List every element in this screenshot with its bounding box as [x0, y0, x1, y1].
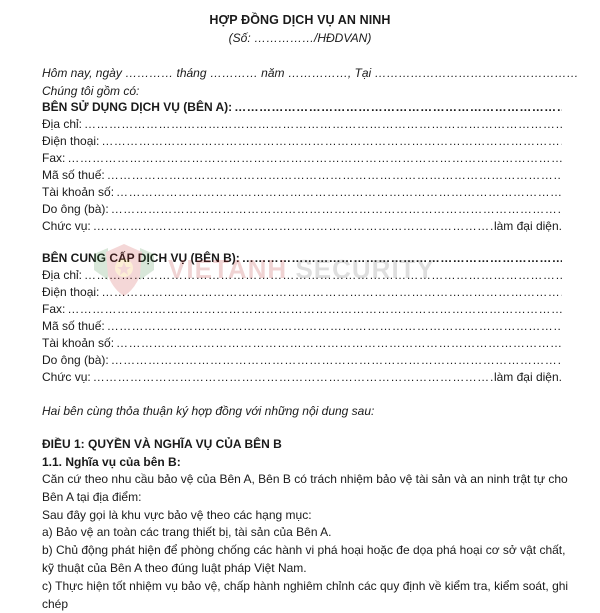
party-b-fax [42, 302, 562, 317]
field-label: Fax: [42, 151, 66, 165]
field-suffix: làm đại diện. [493, 219, 562, 233]
party-a-address [42, 117, 562, 132]
party-b-position [42, 370, 562, 385]
fill-dots [67, 151, 562, 166]
article-paragraph: Sau đây gọi là khu vực bảo vệ theo các hạng mục: [42, 508, 312, 522]
fill-dots [93, 219, 494, 234]
fill-dots [111, 202, 562, 217]
field-label: Điện thoại: [42, 134, 100, 148]
field-label: Địa chỉ: [42, 117, 83, 131]
fill-dots [84, 117, 562, 132]
field-suffix: làm đại diện. [493, 370, 562, 384]
party-b-tax-code [42, 319, 562, 334]
we-include-line: Chúng tôi gồm có: [42, 84, 140, 98]
fill-dots [101, 134, 562, 149]
fill-dots [101, 285, 562, 300]
fill-dots [84, 268, 562, 283]
document-title: HỢP ĐỒNG DỊCH VỤ AN NINH [209, 13, 391, 27]
agreement-line: Hai bên cùng thỏa thuận ký hợp đồng với những nội dung sau: [42, 404, 375, 418]
date-line: Hôm nay, ngày ………… tháng ………… năm ……………, Tại …………………………………………… [42, 66, 579, 80]
field-label: Tài khoản số: [42, 336, 115, 350]
party-a-position [42, 219, 562, 234]
party-b-heading [42, 251, 562, 266]
fill-dots [93, 370, 494, 385]
field-label: Do ông (bà): [42, 202, 109, 216]
party-a-fax [42, 151, 562, 166]
field-label: Điện thoại: [42, 285, 100, 299]
field-label: Chức vụ: [42, 370, 91, 384]
fill-dots [107, 168, 562, 183]
fill-dots [116, 336, 562, 351]
article-paragraph: b) Chủ động phát hiện để phòng chống các hành vi phá hoại hoặc đe dọa phá hoại cơ sở vật chất, kỹ thuật của Bên A theo đúng luật pháp Việt Nam. [42, 543, 566, 575]
contract-number: (Số: ……………/HĐDVAN) [228, 31, 372, 45]
field-label: Chức vụ: [42, 219, 91, 233]
party-b-represented-by [42, 353, 562, 368]
article-1-heading: ĐIỀU 1: QUYỀN VÀ NGHĨA VỤ CỦA BÊN B [42, 437, 282, 451]
section-1-1-heading: 1.1. Nghĩa vụ của bên B: [42, 455, 181, 469]
party-a-heading-label: BÊN SỬ DỤNG DỊCH VỤ (BÊN A): [42, 100, 233, 114]
watermark-word-2: SECURITY [295, 254, 435, 284]
party-a-phone [42, 134, 562, 149]
fill-dots [234, 100, 562, 115]
fill-dots [111, 353, 562, 368]
fill-dots [107, 319, 562, 334]
field-label: Do ông (bà): [42, 353, 109, 367]
party-b-address [42, 268, 562, 283]
party-a-tax-code [42, 168, 562, 183]
watermark-word-1: VIETANH [168, 254, 288, 284]
field-label: Địa chỉ: [42, 268, 83, 282]
fill-dots [67, 302, 562, 317]
field-label: Fax: [42, 302, 66, 316]
party-a-account [42, 185, 562, 200]
field-label: Tài khoản số: [42, 185, 115, 199]
field-label: Mã số thuế: [42, 319, 105, 333]
field-label: Mã số thuế: [42, 168, 105, 182]
party-a-heading [42, 100, 562, 115]
article-paragraph: a) Bảo vệ an toàn các trang thiết bị, tài sản của Bên A. [42, 525, 332, 539]
article-paragraph: Căn cứ theo nhu cầu bảo vệ của Bên A, Bên B có trách nhiệm bảo vệ tài sản và an ninh trật tự cho Bên A tại địa điểm: [42, 472, 568, 504]
party-b-account [42, 336, 562, 351]
fill-dots [116, 185, 562, 200]
party-a-represented-by [42, 202, 562, 217]
article-paragraph: c) Thực hiện tốt nhiệm vụ bảo vệ, chấp hành nghiêm chỉnh các quy định về kiểm tra, kiểm soát, ghi chép [42, 579, 569, 611]
party-b-phone [42, 285, 562, 300]
party-b-heading-label: BÊN CUNG CẤP DỊCH VỤ (BÊN B): [42, 251, 240, 265]
fill-dots [242, 251, 562, 266]
